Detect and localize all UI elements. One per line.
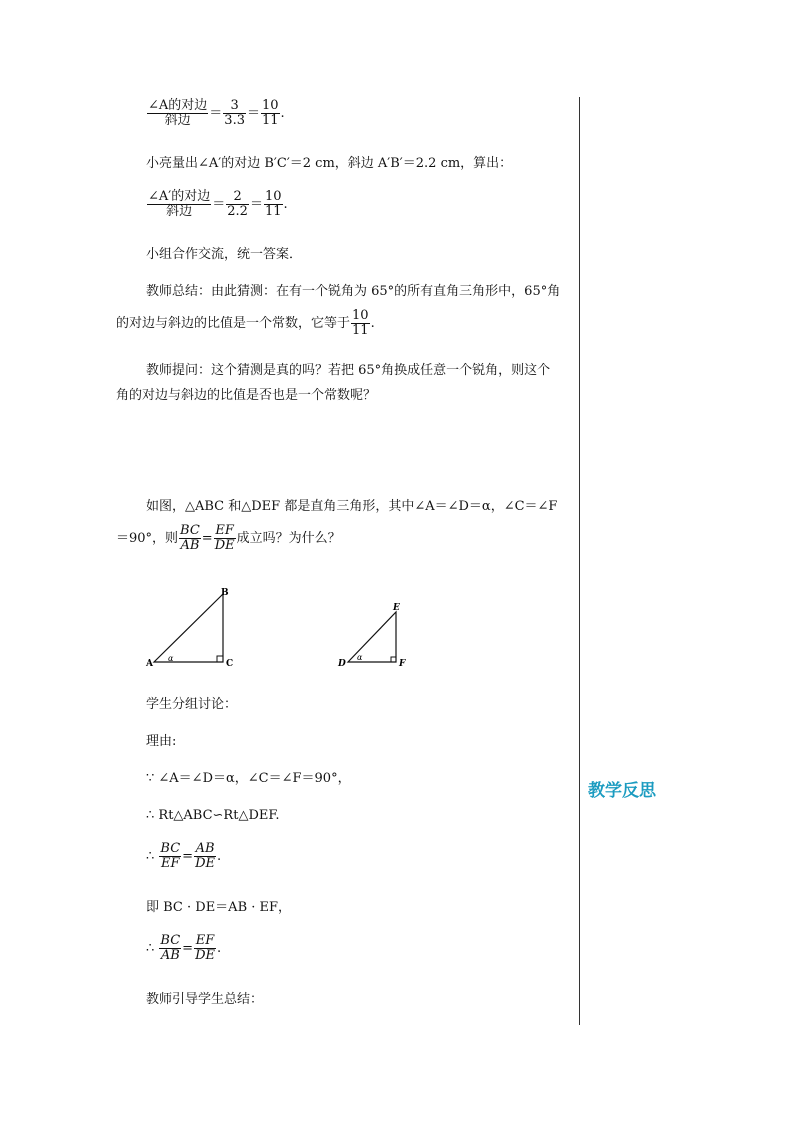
numerator: BC [180,523,200,538]
therefore-symbol: ∴ [146,941,155,956]
label-d: D [338,659,346,669]
label-b: B [221,588,229,598]
fraction [226,190,249,219]
denominator: AB [180,538,200,553]
numerator: BC [160,933,181,948]
period: . [283,197,288,212]
fraction [261,99,280,128]
triangle-abc [145,588,233,669]
fraction-line-1 [146,99,285,128]
fraction [179,524,201,553]
equals: ＝ [212,197,226,212]
reflection-title: 教学反思 [588,781,656,801]
paragraph: 教师总结：由此猜测：在有一个锐角为 65°的所有直角三角形中，65°角 [146,284,561,299]
fraction [159,934,181,963]
paragraph: 如图，△ABC 和△DEF 都是直角三角形，其中∠A＝∠D＝α，∠C＝∠F [146,499,558,514]
paragraph-with-fraction [116,309,375,338]
fraction [351,309,370,338]
numerator: 10 [264,189,282,204]
equals: = [182,849,194,864]
numerator: 10 [352,308,369,323]
numerator: EF [215,523,234,538]
fraction-line-15 [146,934,221,963]
label-f: F [399,659,406,669]
column-divider [579,97,580,1025]
period: . [280,106,285,121]
paragraph-with-fraction [116,524,341,553]
denominator: 斜边 [166,204,193,219]
denominator: 11 [262,113,279,128]
numerator: 3 [223,99,246,114]
triangle-def [337,603,406,669]
label-c: C [226,659,234,669]
denominator: 斜边 [164,113,191,128]
paragraph: 即 BC · DE＝AB · EF， [146,900,292,915]
paragraph: 角的对边与斜边的比值是否也是一个常数呢？ [116,388,377,403]
paragraph: 小亮量出∠A′的对边 B′C′＝2 cm，斜边 A′B′＝2.2 cm，算出： [146,156,513,171]
numerator: 10 [262,98,279,113]
fraction [194,842,216,871]
therefore-symbol: ∴ [146,849,155,864]
denominator: DE [214,538,235,553]
text: 成立吗？为什么？ [236,531,341,546]
period: . [370,316,375,331]
paragraph: ∴ Rt△ABC∽Rt△DEF. [146,808,280,823]
equals: ＝ [246,106,260,121]
paragraph: ∵ ∠A＝∠D＝α，∠C＝∠F＝90°， [146,771,351,786]
numerator: BC [160,841,181,856]
label-e: E [393,603,400,613]
triangles-figure [140,582,420,674]
paragraph: 学生分组讨论： [146,697,238,712]
denominator: 3.3 [224,113,245,128]
equals: = [201,531,213,546]
denominator: 11 [352,323,369,338]
paragraph: 教师提问：这个猜测是真的吗？若把 65°角换成任意一个锐角，则这个 [146,363,551,378]
denominator: EF [161,856,180,871]
paragraph: 教师引导学生总结： [146,992,264,1007]
fraction [159,842,181,871]
paragraph: 小组合作交流，统一答案． [146,247,303,262]
equals: ＝ [249,197,263,212]
label-a: A [146,659,153,669]
denominator: 2.2 [227,204,248,219]
fraction [214,524,236,553]
numerator: AB [195,841,215,856]
fraction [264,190,283,219]
equals: = [182,941,194,956]
fraction-line-2 [146,190,288,219]
angle-alpha: α [357,653,363,662]
angle-alpha: α [168,654,174,663]
denominator: 11 [264,204,282,219]
fraction [147,190,211,219]
numerator: ∠A′的对边 [148,189,211,204]
period: . [217,941,222,956]
text: ＝90°，则 [116,531,179,546]
equals: ＝ [209,106,223,121]
fraction [223,99,246,128]
numerator: 2 [226,190,249,205]
numerator: EF [195,933,215,948]
denominator: DE [195,856,215,871]
period: . [217,849,222,864]
text: 的对边与斜边的比值是一个常数，它等于 [116,316,351,331]
denominator: AB [160,948,180,963]
numerator: ∠A的对边 [148,98,208,113]
fraction-line-13 [146,842,221,871]
fraction [147,99,208,128]
fraction [194,934,216,963]
denominator: DE [195,948,215,963]
paragraph: 理由: [146,734,177,749]
